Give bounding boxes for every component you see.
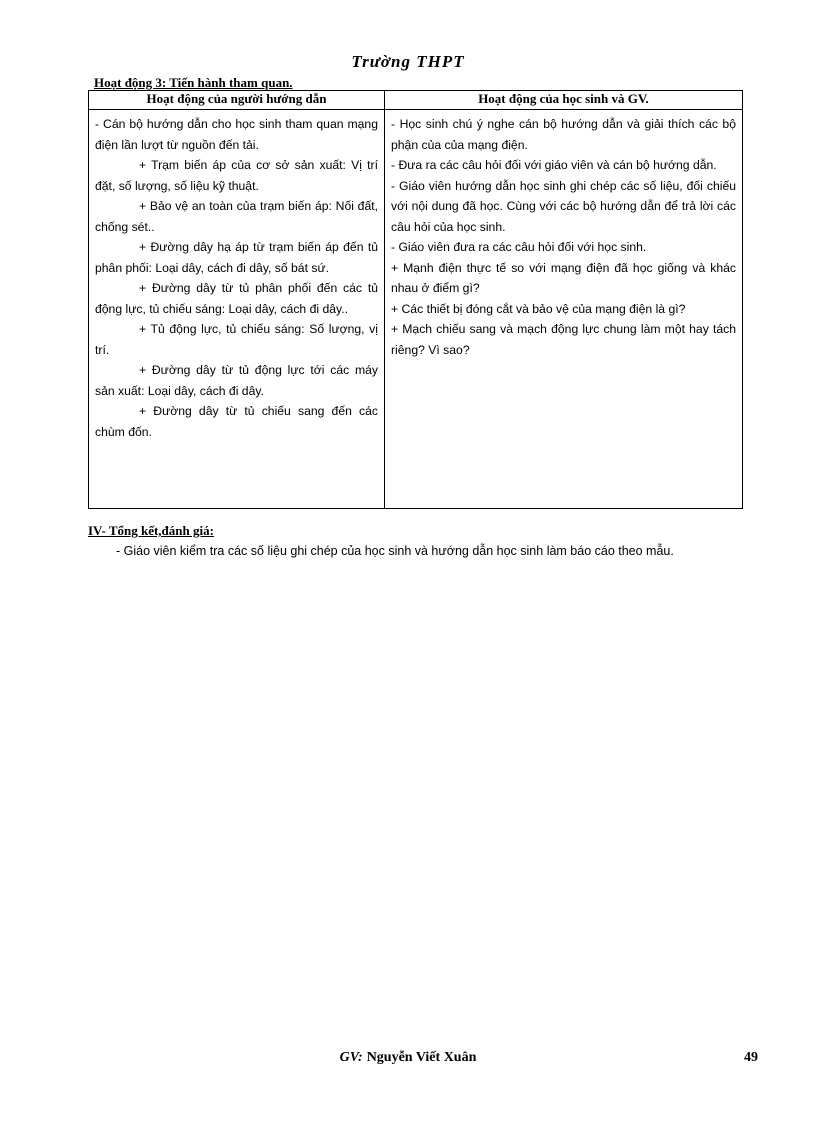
- guide-paragraph: + Đường dây từ tủ phân phối đến các tủ động lực, tủ chiếu sáng: Loại dây, cách đi dây..: [95, 281, 378, 316]
- author-name: Nguyễn Viết Xuân: [366, 1050, 477, 1065]
- activity-title: Hoạt động 3: Tiến hành tham quan.: [94, 75, 293, 90]
- guide-paragraph: + Tủ động lực, tủ chiếu sáng: Số lượng, vị trí.: [95, 322, 378, 357]
- student-paragraph: + Mạnh điện thực tế so với mạng điện đã học giống và khác nhau ở điểm gì?: [391, 260, 736, 295]
- guide-activities-cell: [89, 110, 385, 509]
- student-paragraph: - Giáo viên hướng dẫn học sinh ghi chép các số liệu, đối chiếu với nội dung đã học. Cùng với các bộ hướng dẫn để trả lời các câu hỏi của học sinh.: [391, 178, 736, 234]
- page-number: 49: [744, 1050, 758, 1065]
- guide-paragraph: + Đường dây hạ áp từ trạm biến áp đến tủ phân phối: Loại dây, cách đi dây, số bát sứ.: [95, 240, 378, 275]
- guide-paragraph: + Đường dây từ tủ động lực tới các máy sản xuất: Loại dây, cách đi dây.: [95, 363, 378, 398]
- student-paragraph: - Giáo viên đưa ra các câu hỏi đối với học sinh.: [391, 240, 647, 254]
- student-paragraph: + Mạch chiếu sang và mạch động lực chung làm một hay tách riêng? Vì sao?: [391, 322, 736, 357]
- guide-paragraph: - Cán bộ hướng dẫn cho học sinh tham quan mạng điện lần lượt từ nguồn đến tải.: [95, 117, 378, 152]
- section-title: IV- Tổng kết,đánh giá:: [88, 523, 214, 538]
- activity-table: [88, 90, 743, 509]
- student-activities-cell: [385, 110, 743, 509]
- student-paragraph: + Các thiết bị đóng cắt và bảo vệ của mạng điện là gì?: [391, 301, 686, 316]
- author-prefix: GV:: [339, 1050, 363, 1065]
- table-row: [89, 110, 743, 509]
- column-header-students: Hoạt động của học sinh và GV.: [385, 91, 743, 110]
- guide-paragraph: + Bảo vệ an toàn của trạm biến áp: Nối đất, chống sét..: [95, 199, 378, 234]
- table-header-row: [89, 91, 743, 110]
- student-paragraph: - Học sinh chú ý nghe cán bộ hướng dẫn và giải thích các bộ phận của của mạng điện.: [391, 117, 736, 152]
- column-header-guide: Hoạt động của người hướng dẫn: [89, 91, 385, 110]
- section-text: - Giáo viên kiểm tra các số liệu ghi chép của học sinh và hướng dẫn học sinh làm báo cáo theo mẫu.: [116, 544, 674, 558]
- school-header: Trường THPT: [351, 52, 465, 71]
- guide-paragraph: + Trạm biến áp của cơ sở sản xuất: Vị trí đặt, số lượng, số liệu kỹ thuật.: [95, 158, 378, 193]
- student-paragraph: - Đưa ra các câu hỏi đối với giáo viên và cán bộ hướng dẫn.: [391, 158, 717, 172]
- guide-paragraph: + Đường dây từ tủ chiếu sang đến các chùm đốn.: [95, 404, 378, 439]
- footer-author: [0, 1050, 816, 1066]
